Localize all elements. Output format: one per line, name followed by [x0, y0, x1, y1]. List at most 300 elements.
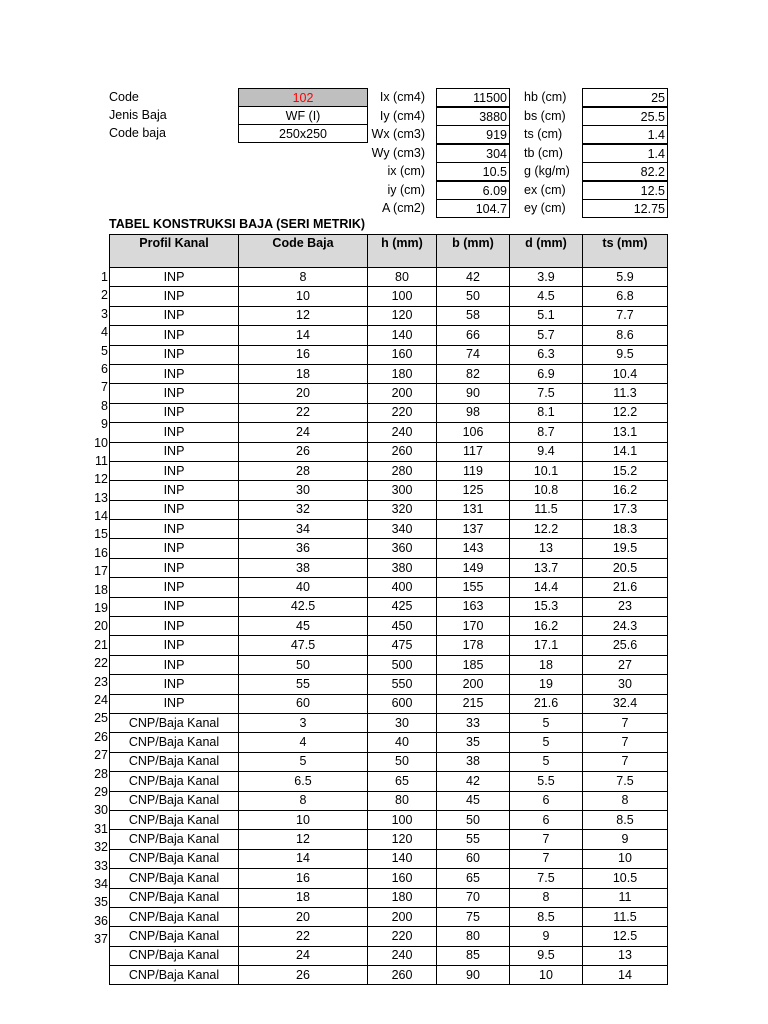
table-cell[interactable]: 30 [583, 675, 668, 694]
table-cell[interactable]: 220 [368, 403, 437, 422]
table-cell[interactable]: INP [110, 384, 239, 403]
table-row [110, 636, 668, 655]
table-cell[interactable]: 66 [437, 326, 510, 345]
table-cell[interactable]: 40 [368, 733, 437, 752]
left-prop-value[interactable]: 104.7 [436, 199, 510, 218]
table-cell[interactable]: 65 [437, 869, 510, 888]
table-cell[interactable]: 90 [437, 384, 510, 403]
table-cell[interactable]: CNP/Baja Kanal [110, 733, 239, 752]
table-cell[interactable]: 20.5 [583, 558, 668, 577]
table-cell[interactable]: CNP/Baja Kanal [110, 966, 239, 985]
table-cell[interactable]: 50 [437, 810, 510, 829]
table-cell[interactable]: 4 [239, 733, 368, 752]
table-cell[interactable]: 5 [510, 733, 583, 752]
table-cell[interactable]: 16 [239, 345, 368, 364]
table-cell[interactable]: 340 [368, 520, 437, 539]
table-cell[interactable]: 200 [368, 384, 437, 403]
table-cell[interactable]: 6.9 [510, 364, 583, 383]
table-cell[interactable]: 18 [239, 364, 368, 383]
table-cell[interactable]: INP [110, 326, 239, 345]
table-cell[interactable]: 15.3 [510, 597, 583, 616]
code-label: Code [109, 90, 139, 104]
table-cell[interactable]: 117 [437, 442, 510, 461]
table-cell[interactable]: 5.5 [510, 772, 583, 791]
table-cell[interactable]: 85 [437, 946, 510, 965]
right-prop-label: g (kg/m) [524, 164, 570, 178]
table-cell[interactable]: CNP/Baja Kanal [110, 946, 239, 965]
table-cell[interactable]: 38 [239, 558, 368, 577]
table-cell[interactable]: 10.5 [583, 869, 668, 888]
table-cell[interactable]: 8 [510, 888, 583, 907]
table-cell[interactable]: 74 [437, 345, 510, 364]
table-cell[interactable]: 13 [583, 946, 668, 965]
table-cell[interactable]: 18.3 [583, 520, 668, 539]
table-row [110, 927, 668, 946]
row-number: 25 [94, 711, 108, 726]
table-cell[interactable]: 240 [368, 946, 437, 965]
table-cell[interactable]: CNP/Baja Kanal [110, 869, 239, 888]
table-cell[interactable]: 34 [239, 520, 368, 539]
table-cell[interactable]: 19.5 [583, 539, 668, 558]
table-cell[interactable]: 98 [437, 403, 510, 422]
table-cell[interactable]: 10.1 [510, 461, 583, 480]
table-cell[interactable]: 7.5 [510, 869, 583, 888]
table-cell[interactable]: 20 [239, 907, 368, 926]
table-cell[interactable]: 26 [239, 442, 368, 461]
table-cell[interactable]: 50 [368, 752, 437, 771]
row-number: 29 [94, 784, 108, 799]
table-cell[interactable]: 28 [239, 461, 368, 480]
table-cell[interactable]: 8 [583, 791, 668, 810]
table-cell[interactable]: CNP/Baja Kanal [110, 772, 239, 791]
table-row [110, 578, 668, 597]
table-cell[interactable]: 22 [239, 927, 368, 946]
table-row [110, 558, 668, 577]
left-prop-label: iy (cm) [387, 182, 425, 197]
table-cell[interactable]: 82 [437, 364, 510, 383]
table-cell[interactable]: 425 [368, 597, 437, 616]
table-cell[interactable]: 140 [368, 326, 437, 345]
table-cell[interactable]: 3.9 [510, 268, 583, 287]
table-cell[interactable]: 320 [368, 500, 437, 519]
table-cell[interactable]: 17.1 [510, 636, 583, 655]
table-cell[interactable]: 7 [583, 713, 668, 732]
table-cell[interactable]: 143 [437, 539, 510, 558]
table-cell[interactable]: 100 [368, 810, 437, 829]
table-row [110, 713, 668, 732]
table-cell[interactable]: 13.1 [583, 423, 668, 442]
table-cell[interactable]: 32 [239, 500, 368, 519]
table-cell[interactable]: INP [110, 675, 239, 694]
right-prop-value[interactable]: 25 [582, 88, 668, 107]
table-cell[interactable]: 8 [239, 268, 368, 287]
table-cell[interactable]: 120 [368, 306, 437, 325]
left-prop-value[interactable]: 6.09 [436, 181, 510, 200]
table-cell[interactable]: 6.3 [510, 345, 583, 364]
table-cell[interactable]: 7 [583, 733, 668, 752]
table-cell[interactable]: INP [110, 597, 239, 616]
table-cell[interactable]: 400 [368, 578, 437, 597]
right-prop-value[interactable]: 12.75 [582, 199, 668, 218]
table-row [110, 423, 668, 442]
table-cell[interactable]: 8.6 [583, 326, 668, 345]
table-cell[interactable]: 60 [239, 694, 368, 713]
left-prop-value[interactable]: 10.5 [436, 162, 510, 181]
table-cell[interactable]: 40 [239, 578, 368, 597]
table-cell[interactable]: CNP/Baja Kanal [110, 888, 239, 907]
table-cell[interactable]: 11.5 [583, 907, 668, 926]
table-cell[interactable]: 163 [437, 597, 510, 616]
table-row [110, 675, 668, 694]
table-cell[interactable]: 75 [437, 907, 510, 926]
table-cell[interactable]: 119 [437, 461, 510, 480]
table-cell[interactable]: INP [110, 694, 239, 713]
table-cell[interactable]: 131 [437, 500, 510, 519]
table-cell[interactable]: 12.2 [510, 520, 583, 539]
row-number: 35 [94, 895, 108, 910]
table-cell[interactable]: 16.2 [510, 617, 583, 636]
left-prop-label: Iy (cm4) [379, 108, 425, 123]
table-cell[interactable]: 7.5 [510, 384, 583, 403]
table-cell[interactable]: 8.7 [510, 423, 583, 442]
table-cell[interactable]: 260 [368, 966, 437, 985]
table-cell[interactable]: 120 [368, 830, 437, 849]
table-cell[interactable]: 7.5 [583, 772, 668, 791]
table-header-row [110, 235, 668, 268]
table-cell[interactable]: 5 [510, 752, 583, 771]
table-cell[interactable]: INP [110, 287, 239, 306]
table-cell[interactable]: 5 [239, 752, 368, 771]
table-cell[interactable]: 10 [583, 849, 668, 868]
table-cell[interactable]: 80 [368, 268, 437, 287]
table-cell[interactable]: 13 [510, 539, 583, 558]
table-cell[interactable]: 178 [437, 636, 510, 655]
table-cell[interactable]: 14 [583, 966, 668, 985]
right-prop-value[interactable]: 1.4 [582, 144, 668, 163]
table-cell[interactable]: 200 [368, 907, 437, 926]
left-prop-value[interactable]: 919 [436, 125, 510, 144]
table-cell[interactable]: 45 [239, 617, 368, 636]
row-number: 4 [101, 325, 108, 340]
table-cell[interactable]: 32.4 [583, 694, 668, 713]
table-cell[interactable]: 220 [368, 927, 437, 946]
table-cell[interactable]: 10 [239, 287, 368, 306]
table-cell[interactable]: 11 [583, 888, 668, 907]
table-cell[interactable]: 60 [437, 849, 510, 868]
row-number: 27 [94, 748, 108, 763]
table-cell[interactable]: 14 [239, 849, 368, 868]
table-cell[interactable]: 155 [437, 578, 510, 597]
table-cell[interactable]: 20 [239, 384, 368, 403]
table-cell[interactable]: INP [110, 345, 239, 364]
table-cell[interactable]: 10.8 [510, 481, 583, 500]
table-cell[interactable]: 475 [368, 636, 437, 655]
column-header[interactable]: Code Baja [239, 235, 368, 268]
table-cell[interactable]: INP [110, 364, 239, 383]
table-cell[interactable]: INP [110, 617, 239, 636]
table-cell[interactable]: 90 [437, 966, 510, 985]
table-cell[interactable]: INP [110, 500, 239, 519]
table-cell[interactable]: CNP/Baja Kanal [110, 810, 239, 829]
table-cell[interactable]: 10.4 [583, 364, 668, 383]
table-cell[interactable]: 42 [437, 772, 510, 791]
table-cell[interactable]: 106 [437, 423, 510, 442]
table-row [110, 287, 668, 306]
table-cell[interactable]: 13.7 [510, 558, 583, 577]
table-row [110, 655, 668, 674]
table-cell[interactable]: 80 [368, 791, 437, 810]
table-cell[interactable]: 30 [368, 713, 437, 732]
table-row [110, 617, 668, 636]
table-cell[interactable]: 9 [583, 830, 668, 849]
table-cell[interactable]: 15.2 [583, 461, 668, 480]
table-cell[interactable]: 180 [368, 364, 437, 383]
table-cell[interactable]: 50 [239, 655, 368, 674]
table-cell[interactable]: 9 [510, 927, 583, 946]
right-prop-label: tb (cm) [524, 145, 563, 160]
table-cell[interactable]: 10 [510, 966, 583, 985]
code-baja-value-cell[interactable]: 250x250 [238, 124, 368, 143]
table-cell[interactable]: 5.7 [510, 326, 583, 345]
table-cell[interactable]: CNP/Baja Kanal [110, 927, 239, 946]
table-row [110, 694, 668, 713]
right-prop-value[interactable]: 82.2 [582, 162, 668, 181]
left-prop-label: A (cm2) [381, 201, 425, 215]
row-number: 16 [94, 545, 108, 560]
table-cell[interactable]: 11.5 [510, 500, 583, 519]
table-cell[interactable]: 19 [510, 675, 583, 694]
table-cell[interactable]: CNP/Baja Kanal [110, 907, 239, 926]
table-cell[interactable]: 21.6 [510, 694, 583, 713]
table-cell[interactable]: 215 [437, 694, 510, 713]
table-cell[interactable]: INP [110, 558, 239, 577]
table-cell[interactable]: 23 [583, 597, 668, 616]
table-cell[interactable]: 14 [239, 326, 368, 345]
row-number: 20 [94, 619, 108, 634]
table-cell[interactable]: 80 [437, 927, 510, 946]
row-number: 22 [94, 656, 108, 671]
table-cell[interactable]: 18 [239, 888, 368, 907]
right-prop-label: ey (cm) [524, 201, 566, 215]
table-cell[interactable]: 5.9 [583, 268, 668, 287]
table-cell[interactable]: 11.3 [583, 384, 668, 403]
row-number: 5 [101, 343, 108, 358]
table-cell[interactable]: INP [110, 481, 239, 500]
row-number: 24 [94, 692, 108, 707]
table-cell[interactable]: 38 [437, 752, 510, 771]
table-cell[interactable]: 8 [239, 791, 368, 810]
table-cell[interactable]: 6 [510, 791, 583, 810]
table-cell[interactable]: 18 [510, 655, 583, 674]
table-cell[interactable]: 500 [368, 655, 437, 674]
column-header[interactable]: b (mm) [437, 235, 510, 268]
table-cell[interactable]: 185 [437, 655, 510, 674]
table-cell[interactable]: 450 [368, 617, 437, 636]
row-number: 15 [94, 527, 108, 542]
table-cell[interactable]: 25.6 [583, 636, 668, 655]
table-cell[interactable]: 125 [437, 481, 510, 500]
table-cell[interactable]: 22 [239, 403, 368, 422]
table-row [110, 888, 668, 907]
left-prop-value[interactable]: 304 [436, 144, 510, 163]
row-number: 13 [94, 490, 108, 505]
table-row [110, 539, 668, 558]
column-header[interactable]: d (mm) [510, 235, 583, 268]
table-cell[interactable]: 4.5 [510, 287, 583, 306]
table-cell[interactable]: 170 [437, 617, 510, 636]
table-row [110, 442, 668, 461]
table-row [110, 946, 668, 965]
table-cell[interactable]: 300 [368, 481, 437, 500]
table-cell[interactable]: 200 [437, 675, 510, 694]
table-cell[interactable]: 12.2 [583, 403, 668, 422]
row-number: 6 [101, 361, 108, 376]
table-cell[interactable]: 550 [368, 675, 437, 694]
table-cell[interactable]: 50 [437, 287, 510, 306]
table-cell[interactable]: 9.5 [583, 345, 668, 364]
table-cell[interactable]: 47.5 [239, 636, 368, 655]
table-cell[interactable]: INP [110, 442, 239, 461]
table-cell[interactable]: 3 [239, 713, 368, 732]
table-cell[interactable]: 5.1 [510, 306, 583, 325]
table-cell[interactable]: 160 [368, 869, 437, 888]
table-cell[interactable]: 9.4 [510, 442, 583, 461]
table-cell[interactable]: 8.5 [583, 810, 668, 829]
table-cell[interactable]: 16.2 [583, 481, 668, 500]
table-cell[interactable]: 55 [239, 675, 368, 694]
table-cell[interactable]: 12.5 [583, 927, 668, 946]
table-cell[interactable]: 160 [368, 345, 437, 364]
right-prop-value[interactable]: 12.5 [582, 181, 668, 200]
table-cell[interactable]: 137 [437, 520, 510, 539]
table-cell[interactable]: 6 [510, 810, 583, 829]
table-cell[interactable]: 70 [437, 888, 510, 907]
row-number: 37 [94, 932, 108, 947]
table-cell[interactable]: 9.5 [510, 946, 583, 965]
table-row [110, 791, 668, 810]
table-cell[interactable]: 240 [368, 423, 437, 442]
table-cell[interactable]: 380 [368, 558, 437, 577]
table-cell[interactable]: 14.4 [510, 578, 583, 597]
table-cell[interactable]: 8.1 [510, 403, 583, 422]
row-number: 36 [94, 913, 108, 928]
table-cell[interactable]: 7.7 [583, 306, 668, 325]
table-cell[interactable]: 35 [437, 733, 510, 752]
table-cell[interactable]: 24 [239, 423, 368, 442]
table-cell[interactable]: 600 [368, 694, 437, 713]
row-number: 21 [94, 637, 108, 652]
right-prop-label: bs (cm) [524, 108, 566, 123]
table-cell[interactable]: 5 [510, 713, 583, 732]
table-cell[interactable]: 7 [510, 830, 583, 849]
table-cell[interactable]: 17.3 [583, 500, 668, 519]
table-row [110, 830, 668, 849]
table-cell[interactable]: 58 [437, 306, 510, 325]
table-row [110, 520, 668, 539]
table-cell[interactable]: 180 [368, 888, 437, 907]
table-cell[interactable]: 12 [239, 306, 368, 325]
table-cell[interactable]: INP [110, 461, 239, 480]
table-cell[interactable]: 360 [368, 539, 437, 558]
table-cell[interactable]: 280 [368, 461, 437, 480]
table-cell[interactable]: 26 [239, 966, 368, 985]
table-cell[interactable]: INP [110, 268, 239, 287]
jenis-baja-value-cell[interactable]: WF (I) [238, 106, 368, 125]
right-prop-label: hb (cm) [524, 90, 567, 104]
table-cell[interactable]: 100 [368, 287, 437, 306]
code-value-cell[interactable]: 102 [238, 88, 368, 107]
table-cell[interactable]: 7 [510, 849, 583, 868]
table-cell[interactable]: INP [110, 539, 239, 558]
column-header[interactable]: Profil Kanal [110, 235, 239, 268]
table-cell[interactable]: INP [110, 403, 239, 422]
row-number-column [84, 268, 108, 948]
left-prop-value[interactable]: 3880 [436, 107, 510, 126]
table-cell[interactable]: 55 [437, 830, 510, 849]
table-cell[interactable]: 36 [239, 539, 368, 558]
table-cell[interactable]: 140 [368, 849, 437, 868]
table-cell[interactable]: CNP/Baja Kanal [110, 752, 239, 771]
right-prop-label: ts (cm) [524, 127, 563, 141]
table-cell[interactable]: INP [110, 578, 239, 597]
table-cell[interactable]: 10 [239, 810, 368, 829]
table-cell[interactable]: 30 [239, 481, 368, 500]
left-prop-label: Wx (cm3) [371, 127, 425, 141]
table-cell[interactable]: 24 [239, 946, 368, 965]
table-cell[interactable]: 7 [583, 752, 668, 771]
right-prop-value[interactable]: 25.5 [582, 107, 668, 126]
table-cell[interactable]: INP [110, 655, 239, 674]
table-row [110, 869, 668, 888]
row-number: 30 [94, 803, 108, 818]
row-number: 33 [94, 858, 108, 873]
row-number: 7 [101, 380, 108, 395]
table-cell[interactable]: 33 [437, 713, 510, 732]
column-header[interactable]: h (mm) [368, 235, 437, 268]
table-cell[interactable]: INP [110, 423, 239, 442]
table-cell[interactable]: 42.5 [239, 597, 368, 616]
table-cell[interactable]: CNP/Baja Kanal [110, 849, 239, 868]
table-cell[interactable]: 21.6 [583, 578, 668, 597]
table-row [110, 500, 668, 519]
table-cell[interactable]: CNP/Baja Kanal [110, 830, 239, 849]
table-cell[interactable]: 16 [239, 869, 368, 888]
column-header[interactable]: ts (mm) [583, 235, 668, 268]
table-cell[interactable]: INP [110, 520, 239, 539]
table-cell[interactable]: 260 [368, 442, 437, 461]
table-cell[interactable]: CNP/Baja Kanal [110, 713, 239, 732]
table-cell[interactable]: 42 [437, 268, 510, 287]
table-cell[interactable]: 149 [437, 558, 510, 577]
row-number: 11 [95, 453, 108, 468]
table-cell[interactable]: INP [110, 306, 239, 325]
table-cell[interactable]: 14.1 [583, 442, 668, 461]
table-cell[interactable]: CNP/Baja Kanal [110, 791, 239, 810]
row-number: 10 [94, 435, 108, 450]
table-cell[interactable]: 6.8 [583, 287, 668, 306]
right-prop-value[interactable]: 1.4 [582, 125, 668, 144]
table-cell[interactable]: INP [110, 636, 239, 655]
left-prop-value[interactable]: 11500 [436, 88, 510, 107]
table-cell[interactable]: 6.5 [239, 772, 368, 791]
table-cell[interactable]: 65 [368, 772, 437, 791]
table-cell[interactable]: 27 [583, 655, 668, 674]
table-cell[interactable]: 24.3 [583, 617, 668, 636]
table-cell[interactable]: 45 [437, 791, 510, 810]
table-cell[interactable]: 8.5 [510, 907, 583, 926]
table-cell[interactable]: 12 [239, 830, 368, 849]
table-row [110, 966, 668, 985]
